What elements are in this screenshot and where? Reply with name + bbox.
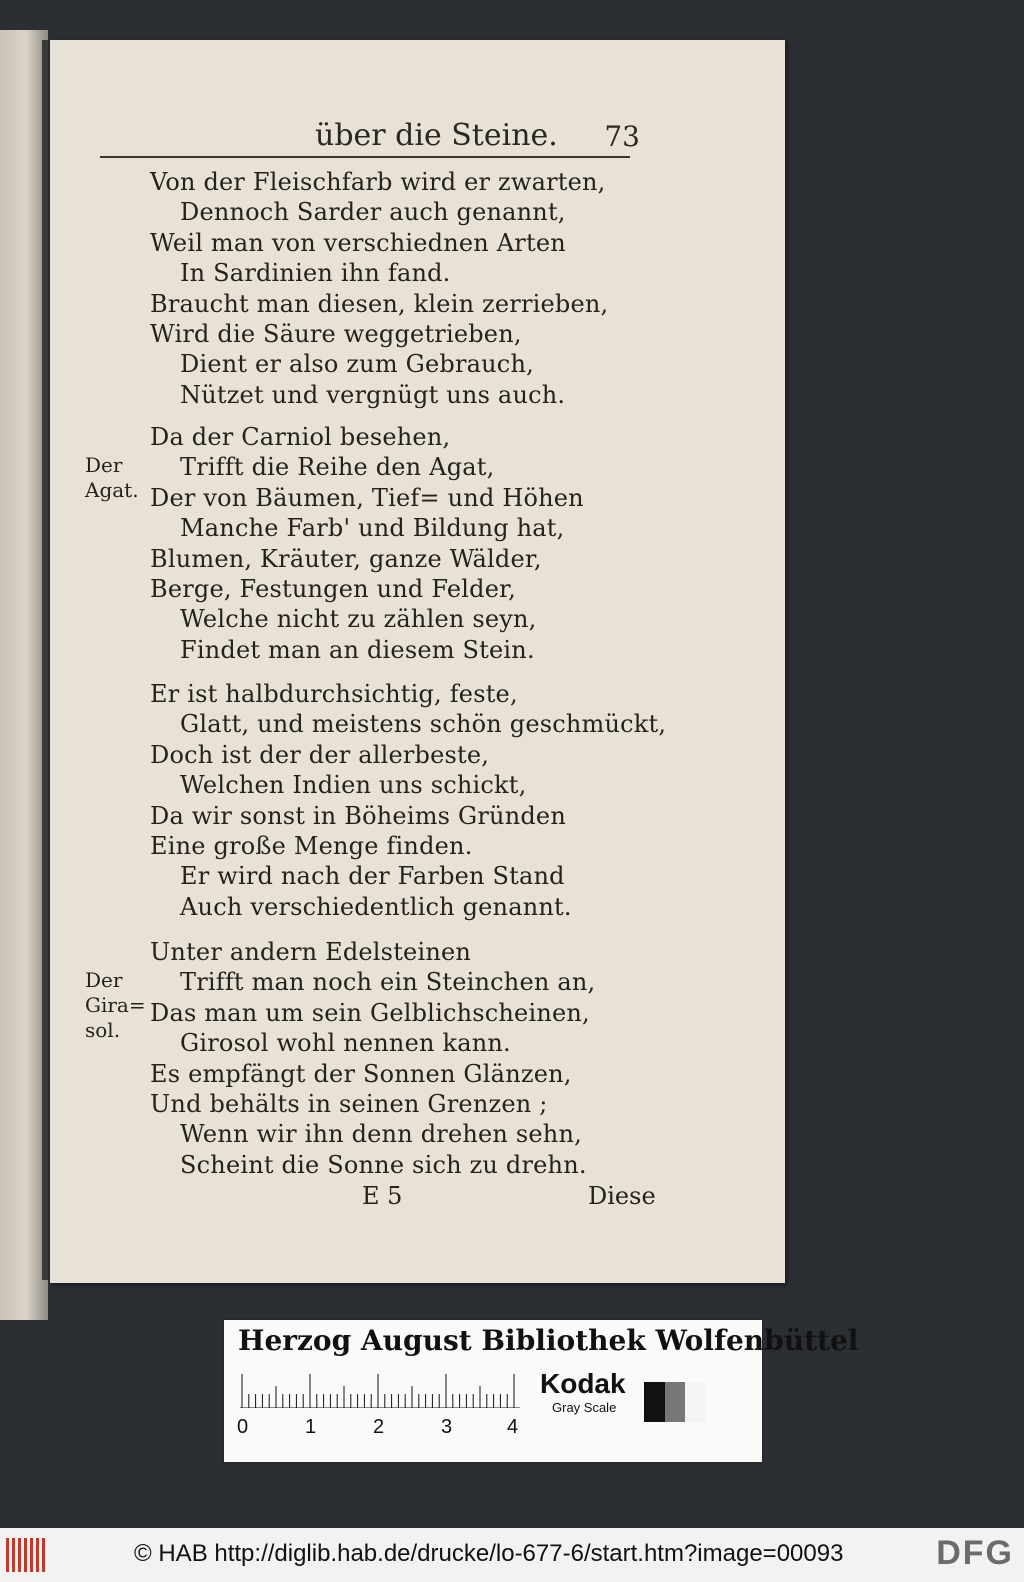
- dfg-logo: DFG: [936, 1534, 1014, 1572]
- book-gutter: [42, 40, 48, 1280]
- hab-logo-icon: [6, 1538, 46, 1572]
- verse-line: Trifft man noch ein Steinchen an,: [180, 968, 596, 997]
- verse-line: Welche nicht zu zählen seyn,: [180, 605, 537, 634]
- verse-line: Weil man von verschiednen Arten: [150, 228, 566, 257]
- ruler-scale: [240, 1374, 520, 1408]
- swatch-gray: [665, 1382, 686, 1422]
- library-name: Herzog August Bibliothek Wolfenbüttel: [238, 1324, 859, 1357]
- verse-line: Er ist halbdurchsichtig, feste,: [150, 680, 518, 708]
- verse-line: Da der Carniol besehen,: [150, 423, 451, 451]
- swatch-black: [644, 1382, 665, 1422]
- verse-line: Welchen Indien uns schickt,: [180, 771, 527, 800]
- verse-line: Berge, Festungen und Felder,: [150, 575, 516, 603]
- verse-line: Trifft die Reihe den Agat,: [180, 453, 495, 482]
- verse-line: Es empfängt der Sonnen Glänzen,: [150, 1059, 572, 1088]
- verse-line: Blumen, Kräuter, ganze Wälder,: [150, 544, 542, 573]
- verse-line: Wenn wir ihn denn drehen sehn,: [180, 1120, 582, 1149]
- gray-swatches: [644, 1382, 706, 1422]
- ruler-number: 4: [507, 1416, 519, 1438]
- ruler-number: 3: [441, 1416, 453, 1438]
- verse-line: Eine große Menge finden.: [150, 832, 473, 860]
- verse-line: Scheint die Sonne sich zu drehn.: [180, 1150, 587, 1179]
- source-url[interactable]: © HAB http://diglib.hab.de/drucke/lo-677-6/start.htm?image=00093: [134, 1540, 844, 1567]
- verse-line: Unter andern Edelsteinen: [150, 938, 472, 966]
- footer-bar: [0, 1528, 1024, 1582]
- margin-note-line: sol.: [85, 1018, 121, 1042]
- verse-line: Und behälts in seinen Grenzen ;: [150, 1090, 548, 1118]
- page-number: 73: [604, 120, 640, 153]
- verse-line: Wird die Säure weggetrieben,: [150, 320, 522, 348]
- verse-line: Von der Fleischfarb wird er zwarten,: [150, 168, 606, 196]
- verse-line: Girosol wohl nennen kann.: [180, 1029, 511, 1058]
- margin-note-line: Der: [85, 968, 123, 992]
- running-head: über die Steine.: [315, 118, 558, 153]
- verse-line: Da wir sonst in Böheims Gründen: [150, 801, 566, 830]
- verse-line: Glatt, und meistens schön geschmückt,: [180, 710, 667, 739]
- catchword: Diese: [588, 1182, 656, 1210]
- margin-note-line: Gira=: [85, 993, 146, 1017]
- page-header: [100, 116, 640, 158]
- verse-line: In Sardinien ihn fand.: [180, 259, 451, 288]
- verse-line: Doch ist der der allerbeste,: [150, 740, 490, 769]
- margin-note: [85, 453, 139, 503]
- margin-note-line: Agat.: [85, 478, 139, 502]
- verse-line: Manche Farb' und Bildung hat,: [180, 514, 565, 543]
- ruler-number: 2: [373, 1416, 385, 1438]
- gray-scale-label: Gray Scale: [552, 1400, 617, 1415]
- signature-mark: E 5: [362, 1182, 403, 1210]
- ruler-number: 1: [305, 1416, 317, 1438]
- verse-line: Nützet und vergnügt uns auch.: [180, 380, 566, 409]
- color-calibration-card: [224, 1320, 859, 1462]
- verse-line: Auch verschiedentlich genannt.: [180, 892, 572, 921]
- margin-note: [85, 968, 146, 1043]
- facing-page-edge: [0, 30, 48, 1320]
- verse-line: Dient er also zum Gebrauch,: [180, 350, 534, 379]
- verse-line: Der von Bäumen, Tief= und Höhen: [150, 483, 584, 512]
- verse-line: Das man um sein Gelblichscheinen,: [150, 998, 590, 1027]
- kodak-logo: Kodak: [540, 1368, 626, 1399]
- margin-note-line: Der: [85, 453, 123, 477]
- verse-line: Dennoch Sarder auch genannt,: [180, 198, 566, 227]
- verse-line: Braucht man diesen, klein zerrieben,: [150, 289, 609, 318]
- swatch-white: [685, 1382, 706, 1422]
- verse-line: Er wird nach der Farben Stand: [180, 862, 565, 891]
- verse-line: Findet man an diesem Stein.: [180, 635, 535, 664]
- ruler-number: 0: [237, 1416, 249, 1438]
